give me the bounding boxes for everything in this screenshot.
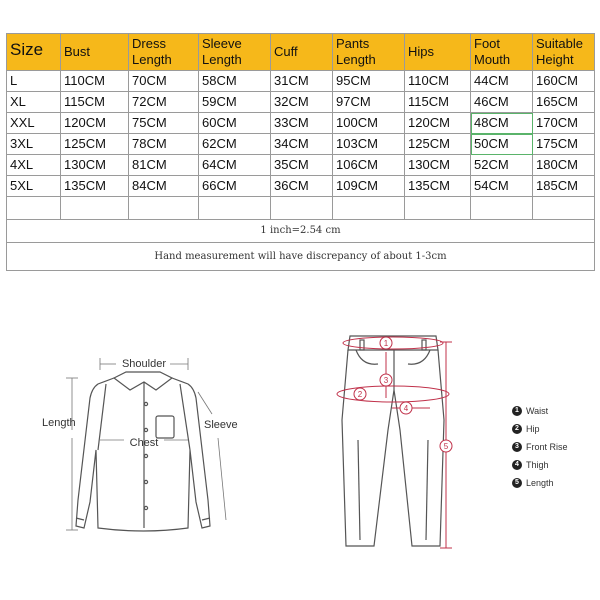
- table-cell: 64CM: [199, 155, 271, 176]
- shoulder-label: Shoulder: [121, 358, 167, 370]
- marker-2: 2: [357, 390, 363, 399]
- chest-label: Chest: [129, 437, 159, 449]
- table-cell: 120CM: [405, 113, 471, 134]
- header-foot-mouth: [471, 34, 533, 71]
- header-hips: [405, 34, 471, 71]
- table-cell: 165CM: [533, 92, 595, 113]
- empty-cell: [333, 197, 405, 220]
- legend-number-badge: 3: [512, 442, 522, 452]
- header-bust: [61, 34, 129, 71]
- empty-cell: [533, 197, 595, 220]
- header-dress-length: [129, 34, 199, 71]
- table-row: [7, 92, 595, 113]
- size-cell: L: [7, 71, 61, 92]
- length-label: Length: [42, 417, 76, 429]
- shirt-outline: [76, 372, 210, 531]
- table-cell: 81CM: [129, 155, 199, 176]
- table-cell: 170CM: [533, 113, 595, 134]
- table-cell: 125CM: [405, 134, 471, 155]
- size-cell: XL: [7, 92, 61, 113]
- shirt-diagram: [38, 350, 250, 540]
- table-cell: 44CM: [471, 71, 533, 92]
- size-cell: 3XL: [7, 134, 61, 155]
- table-cell: 109CM: [333, 176, 405, 197]
- header-line: Pants: [336, 36, 370, 51]
- table-cell: 125CM: [61, 134, 129, 155]
- table-cell: 130CM: [61, 155, 129, 176]
- table-cell: 66CM: [199, 176, 271, 197]
- pants-outline: [342, 336, 444, 546]
- table-cell: 60CM: [199, 113, 271, 134]
- legend-number-badge: 5: [512, 478, 522, 488]
- note-discrepancy: Hand measurement will have discrepancy of about 1-3cm: [7, 243, 595, 271]
- table-cell: 36CM: [271, 176, 333, 197]
- table-cell: 130CM: [405, 155, 471, 176]
- legend-number-badge: 2: [512, 424, 522, 434]
- table-cell: 135CM: [61, 176, 129, 197]
- header-size: [7, 34, 61, 71]
- table-cell: 78CM: [129, 134, 199, 155]
- legend-item-hip: [512, 420, 568, 438]
- table-cell: 106CM: [333, 155, 405, 176]
- table-cell: 185CM: [533, 176, 595, 197]
- table-cell: 95CM: [333, 71, 405, 92]
- size-cell: 5XL: [7, 176, 61, 197]
- header-line: Foot: [474, 36, 501, 51]
- table-cell: 59CM: [199, 92, 271, 113]
- table-cell: 52CM: [471, 155, 533, 176]
- table-cell: 58CM: [199, 71, 271, 92]
- header-line: Cuff: [274, 44, 298, 59]
- legend-label: Length: [526, 478, 554, 488]
- table-cell: 110CM: [61, 71, 129, 92]
- table-cell: 70CM: [129, 71, 199, 92]
- blank-row: [7, 197, 595, 220]
- table-cell: 54CM: [471, 176, 533, 197]
- table-cell: 115CM: [405, 92, 471, 113]
- table-cell: 33CM: [271, 113, 333, 134]
- legend-label: Thigh: [526, 460, 549, 470]
- empty-cell: [471, 197, 533, 220]
- table-row: [7, 176, 595, 197]
- legend-number-badge: 4: [512, 460, 522, 470]
- table-cell: 48CM: [471, 113, 533, 134]
- marker-5: 5: [443, 442, 449, 451]
- legend-label: Waist: [526, 406, 549, 416]
- empty-cell: [61, 197, 129, 220]
- size-chart-table: [6, 33, 595, 271]
- empty-cell: [129, 197, 199, 220]
- header-line: Length: [132, 52, 172, 67]
- legend-number-badge: 1: [512, 406, 522, 416]
- header-line: Bust: [64, 44, 91, 59]
- sleeve-label: Sleeve: [204, 419, 238, 431]
- header-pants-length: [333, 34, 405, 71]
- legend-item-length: [512, 474, 568, 492]
- size-cell: XXL: [7, 113, 61, 134]
- table-cell: 32CM: [271, 92, 333, 113]
- header-line: Sleeve: [202, 36, 242, 51]
- table-cell: 35CM: [271, 155, 333, 176]
- table-cell: 50CM: [471, 134, 533, 155]
- marker-3: 3: [383, 376, 389, 385]
- table-cell: 100CM: [333, 113, 405, 134]
- header-line: Dress: [132, 36, 166, 51]
- table-cell: 115CM: [61, 92, 129, 113]
- table-body: [7, 71, 595, 271]
- header-line: Length: [336, 52, 376, 67]
- header-suitable-height: [533, 34, 595, 71]
- note-row: [7, 243, 595, 271]
- marker-1: 1: [383, 339, 389, 348]
- table-cell: 97CM: [333, 92, 405, 113]
- empty-cell: [405, 197, 471, 220]
- header-line: Height: [536, 52, 574, 67]
- legend-item-waist: [512, 402, 568, 420]
- marker-4: 4: [403, 404, 409, 413]
- table-cell: 175CM: [533, 134, 595, 155]
- table-cell: 110CM: [405, 71, 471, 92]
- header-line: Length: [202, 52, 242, 67]
- legend-label: Hip: [526, 424, 540, 434]
- table-row: [7, 155, 595, 176]
- table-row: [7, 71, 595, 92]
- legend-label: Front Rise: [526, 442, 568, 452]
- legend-item-front-rise: [512, 438, 568, 456]
- table-cell: 62CM: [199, 134, 271, 155]
- header-line: Mouth: [474, 52, 511, 67]
- note-conversion: 1 inch=2.54 cm: [7, 220, 595, 243]
- empty-cell: [7, 197, 61, 220]
- table-cell: 160CM: [533, 71, 595, 92]
- table-cell: 120CM: [61, 113, 129, 134]
- empty-cell: [271, 197, 333, 220]
- table-cell: 180CM: [533, 155, 595, 176]
- header-row: [7, 34, 595, 71]
- table-row: [7, 134, 595, 155]
- measurement-legend: [512, 402, 568, 492]
- size-cell: 4XL: [7, 155, 61, 176]
- note-row: [7, 220, 595, 243]
- table-cell: 31CM: [271, 71, 333, 92]
- table-cell: 135CM: [405, 176, 471, 197]
- table-cell: 75CM: [129, 113, 199, 134]
- header-line: Hips: [408, 44, 435, 59]
- empty-cell: [199, 197, 271, 220]
- header-cuff: [271, 34, 333, 71]
- table-cell: 34CM: [271, 134, 333, 155]
- header-sleeve-length: [199, 34, 271, 71]
- pants-markers: [354, 337, 452, 452]
- table-row: [7, 113, 595, 134]
- table-cell: 84CM: [129, 176, 199, 197]
- header-line: Size: [10, 40, 44, 59]
- legend-item-thigh: [512, 456, 568, 474]
- header-line: Suitable: [536, 36, 583, 51]
- table-cell: 103CM: [333, 134, 405, 155]
- pants-diagram: [330, 330, 460, 552]
- table-cell: 46CM: [471, 92, 533, 113]
- table-cell: 72CM: [129, 92, 199, 113]
